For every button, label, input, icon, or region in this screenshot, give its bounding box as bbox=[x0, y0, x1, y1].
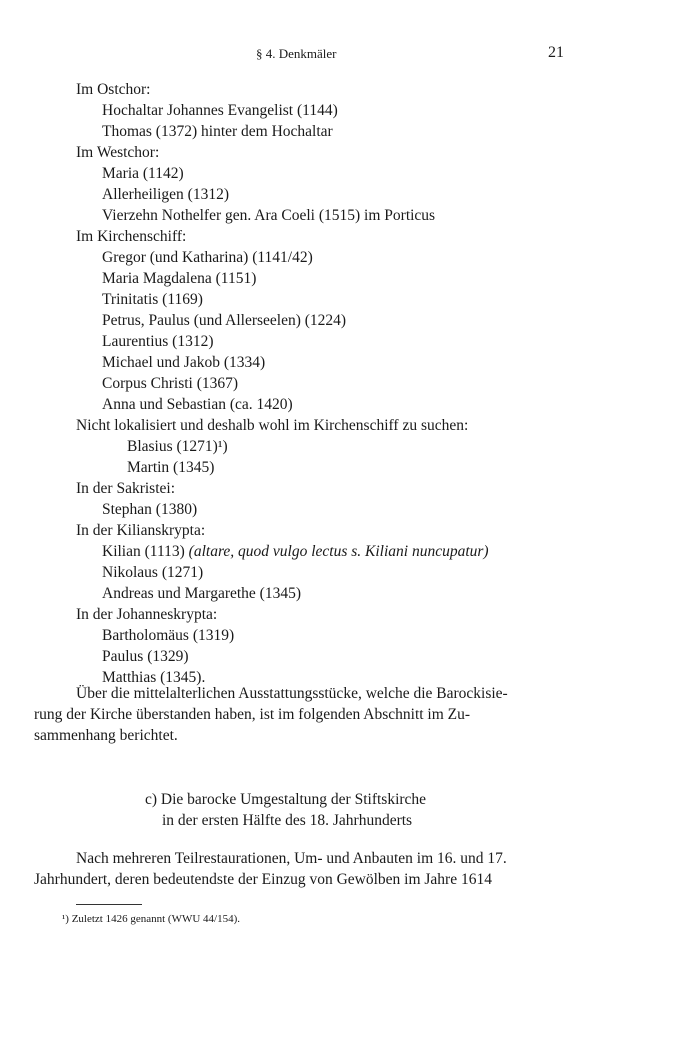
list-item-text: Nikolaus (1271) bbox=[102, 564, 204, 581]
list-item bbox=[102, 310, 346, 331]
list-item bbox=[102, 121, 333, 142]
list-heading bbox=[76, 415, 468, 436]
list-item-text: Petrus, Paulus (und Allerseelen) (1224) bbox=[102, 312, 347, 329]
list-heading bbox=[76, 478, 175, 499]
list-item-text: Im Kirchenschiff: bbox=[76, 228, 187, 245]
list-item bbox=[102, 268, 256, 289]
list-item bbox=[102, 646, 189, 667]
list-heading bbox=[76, 520, 205, 541]
list-item-text: Blasius (1271)¹) bbox=[127, 438, 228, 455]
list-item bbox=[102, 562, 203, 583]
list-item bbox=[102, 394, 293, 415]
list-item-text: Maria Magdalena (1151) bbox=[102, 270, 257, 287]
list-item-text: Laurentius (1312) bbox=[102, 333, 214, 350]
list-item-text: In der Sakristei: bbox=[76, 480, 176, 497]
list-item bbox=[102, 625, 234, 646]
list-item bbox=[102, 247, 313, 268]
list-item-text: Allerheiligen (1312) bbox=[102, 186, 229, 203]
section-heading-line-1: c) Die barocke Umgestaltung der Stiftskirche bbox=[145, 791, 427, 808]
list-item-text: Maria (1142) bbox=[102, 165, 184, 182]
list-item-text: Paulus (1329) bbox=[102, 648, 189, 665]
list-item bbox=[102, 541, 489, 562]
list-item-text: Vierzehn Nothelfer gen. Ara Coeli (1515) im Porticus bbox=[102, 207, 436, 224]
paragraph-line-1: Über die mittelalterlichen Ausstattungsstücke, welche die Barockisie- bbox=[76, 685, 508, 702]
list-item bbox=[127, 457, 214, 478]
list-item-text: Hochaltar Johannes Evangelist (1144) bbox=[102, 102, 338, 119]
list-item bbox=[102, 499, 197, 520]
list-heading bbox=[76, 142, 159, 163]
list-item bbox=[102, 163, 184, 184]
list-item bbox=[102, 184, 229, 205]
footnote: ¹) Zuletzt 1426 genannt (WWU 44/154). bbox=[62, 913, 241, 925]
list-item bbox=[102, 352, 265, 373]
list-item bbox=[102, 373, 238, 394]
list-item bbox=[102, 289, 203, 310]
list-item bbox=[127, 436, 228, 457]
list-heading bbox=[76, 79, 150, 100]
list-item-text: Andreas und Margarethe (1345) bbox=[102, 585, 301, 602]
list-item-text: Michael und Jakob (1334) bbox=[102, 354, 266, 371]
list-item-text: Im Westchor: bbox=[76, 144, 160, 161]
list-item bbox=[102, 100, 338, 121]
list-item bbox=[102, 583, 301, 604]
list-item-text: Corpus Christi (1367) bbox=[102, 375, 239, 392]
list-item-text: Matthias (1345). bbox=[102, 669, 206, 686]
paragraph2-line-1: Nach mehreren Teilrestaurationen, Um- und Anbauten im 16. und 17. bbox=[76, 850, 507, 867]
section-heading-line-2: in der ersten Hälfte des 18. Jahrhunderts bbox=[162, 812, 413, 829]
latin-quote: (altare, quod vulgo lectus s. Kiliani nuncupatur) bbox=[188, 543, 489, 560]
paragraph-line-2: rung der Kirche überstanden haben, ist im folgenden Abschnitt im Zu- bbox=[34, 706, 471, 723]
page-number: 21 bbox=[548, 44, 564, 61]
list-item-text: In der Kilianskrypta: bbox=[76, 522, 206, 539]
list-heading bbox=[76, 604, 217, 625]
paragraph-line-3: sammenhang berichtet. bbox=[34, 727, 178, 744]
footnote-rule bbox=[76, 904, 142, 905]
list-item bbox=[102, 331, 213, 352]
list-item-text: In der Johanneskrypta: bbox=[76, 606, 218, 623]
paragraph2-line-2: Jahrhundert, deren bedeutendste der Einzug von Gewölben im Jahre 1614 bbox=[34, 871, 492, 888]
list-item-text: Martin (1345) bbox=[127, 459, 215, 476]
list-item-text: Thomas (1372) hinter dem Hochaltar bbox=[102, 123, 333, 140]
running-header: § 4. Denkmäler bbox=[256, 46, 337, 61]
list-item-text: Im Ostchor: bbox=[76, 81, 151, 98]
list-item-text: Bartholomäus (1319) bbox=[102, 627, 235, 644]
list-item bbox=[102, 205, 435, 226]
list-item-text: Nicht lokalisiert und deshalb wohl im Kirchenschiff zu suchen: bbox=[76, 417, 469, 434]
list-item-text: Trinitatis (1169) bbox=[102, 291, 203, 308]
list-heading bbox=[76, 226, 186, 247]
list-item-text: Kilian (1113) bbox=[102, 543, 189, 560]
list-item-text: Stephan (1380) bbox=[102, 501, 198, 518]
list-item-text: Gregor (und Katharina) (1141/42) bbox=[102, 249, 313, 266]
list-item-text: Anna und Sebastian (ca. 1420) bbox=[102, 396, 293, 413]
